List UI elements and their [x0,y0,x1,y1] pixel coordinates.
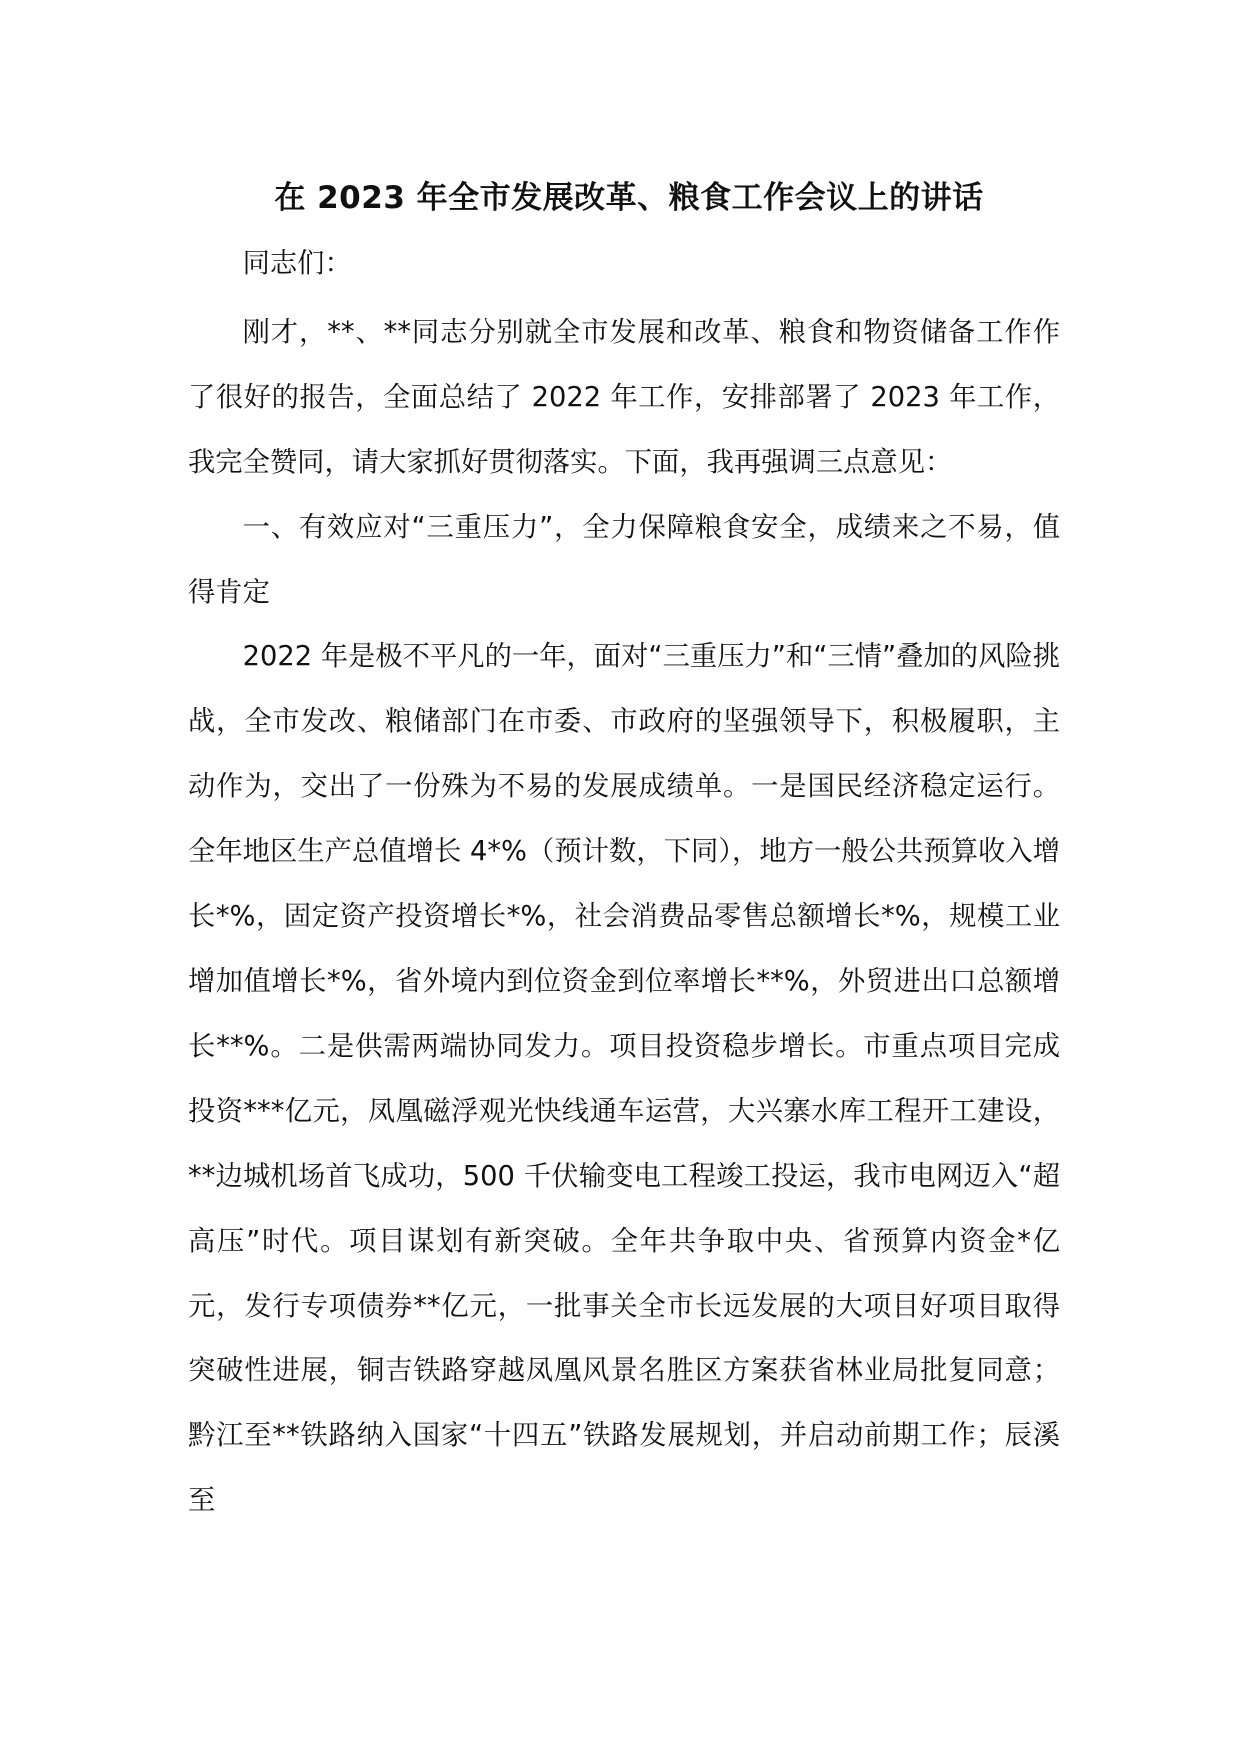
section-heading-one: 一、有效应对“三重压力”，全力保障粮食安全，成绩来之不易，值得肯定 [188,511,1060,608]
document-body [188,170,1060,1534]
document-title: 在 2023 年全市发展改革、粮食工作会议上的讲话 [274,180,984,216]
paragraph-achievements: 2022 年是极不平凡的一年，面对“三重压力”和“三情”叠加的风险挑战，全市发改、粮储部门在市委、市政府的坚强领导下，积极履职，主动作为，交出了一份殊为不易的发展成绩单。一是国民经济稳定运行。全年地区生产总值增长 4*%（预计数，下同），地方一般公共预算收入增长*%，固定资产投资增长*%，社会消费品零售总额增长*%，规模工业增加值增长*%，省外境内到位资金到位率增长**%，外贸进出口总额增长**%。二是供需两端协同发力。项目投资稳步增长。市重点项目完成投资***亿元，凤凰磁浮观光快线通车运营，大兴寨水库工程开工建设，**边城机场首飞成功，500 千伏输变电工程竣工投运，我市电网迈入“超高压”时代。项目谋划有新突破。全年共争取中央、省预算内资金*亿元，发行专项债券**亿元，一批事关全市长远发展的大项目好项目取得突破性进展，铜吉铁路穿越凤凰风景名胜区方案获省林业局批复同意；黔江至**铁路纳入国家“十四五”铁路发展规划，并启动前期工作；辰溪至 [188,641,1060,1517]
salutation: 同志们： [242,248,352,279]
paragraph-opening: 刚才，**、**同志分别就全市发展和改革、粮食和物资储备工作作了很好的报告，全面总结了 2022 年工作，安排部署了 2023 年工作，我完全赞同，请大家抓好贯彻落实。下面，我再强调三点意见： [188,316,1060,478]
